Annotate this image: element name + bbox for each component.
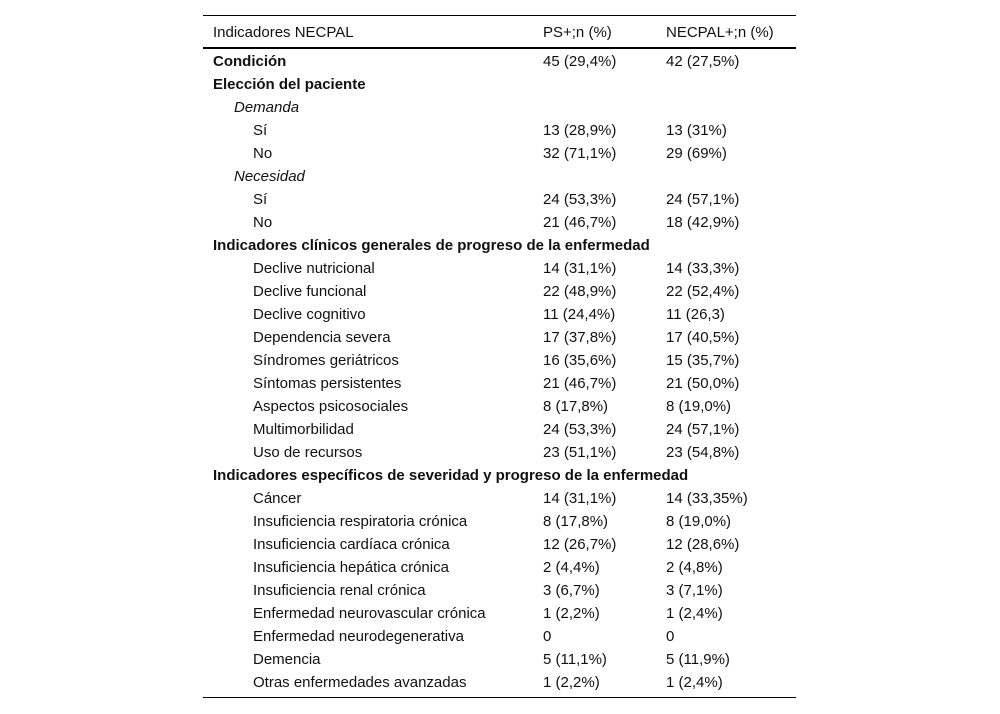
row-label: Sí [253,122,268,139]
row-ps-value: 21 (46,7%) [543,375,617,392]
header-necpal: NECPAL+;n (%) [666,24,774,41]
row-ps-value: 8 (17,8%) [543,398,609,415]
row-necpal-value: 42 (27,5%) [666,53,740,70]
row-necpal-value: 24 (57,1%) [666,421,740,438]
row-label: Aspectos psicosociales [253,398,409,415]
table-row [203,351,796,374]
row-necpal-value: 21 (50,0%) [666,375,740,392]
row-necpal-value: 13 (31%) [666,122,727,139]
table-row [203,581,796,604]
section-label: Indicadores específicos de severidad y progreso de la enfermedad [213,467,689,484]
table-row [203,420,796,443]
row-ps-value: 1 (2,2%) [543,605,600,622]
section-row [203,75,796,98]
row-necpal-value: 18 (42,9%) [666,214,740,231]
row-label: Declive cognitivo [253,306,366,323]
row-ps-value: 22 (48,9%) [543,283,617,300]
row-label: Multimorbilidad [253,421,354,438]
subsection-row [203,167,796,190]
row-necpal-value: 14 (33,35%) [666,490,748,507]
subsection-row [203,98,796,121]
row-label: Otras enfermedades avanzadas [253,674,467,691]
table-row [203,673,796,696]
table-row [203,443,796,466]
row-label: Insuficiencia cardíaca crónica [253,536,450,553]
row-label: Declive nutricional [253,260,375,277]
table-row [203,489,796,512]
row-label: Sí [253,191,268,208]
row-label: Uso de recursos [253,444,363,461]
row-ps-value: 24 (53,3%) [543,191,617,208]
table-header-rule [203,47,796,49]
table-row [203,121,796,144]
table-row [203,397,796,420]
row-ps-value: 3 (6,7%) [543,582,600,599]
table-row [203,627,796,650]
row-ps-value: 32 (71,1%) [543,145,617,162]
row-necpal-value: 29 (69%) [666,145,727,162]
row-ps-value: 23 (51,1%) [543,444,617,461]
row-ps-value: 17 (37,8%) [543,329,617,346]
row-necpal-value: 1 (2,4%) [666,605,723,622]
header-indicators: Indicadores NECPAL [213,24,354,41]
row-ps-value: 11 (24,4%) [543,306,616,323]
row-necpal-value: 2 (4,8%) [666,559,723,576]
row-necpal-value: 17 (40,5%) [666,329,740,346]
row-ps-value: 1 (2,2%) [543,674,600,691]
table-row [203,213,796,236]
row-ps-value: 2 (4,4%) [543,559,600,576]
header-ps: PS+;n (%) [543,24,612,41]
table-bottom-rule [203,697,796,698]
table-row [203,282,796,305]
table-top-rule [203,15,796,16]
row-label: Demencia [253,651,321,668]
table-row [203,305,796,328]
subsection-label: Demanda [234,99,300,116]
row-ps-value: 8 (17,8%) [543,513,609,530]
row-label: No [253,145,273,162]
table-row [203,144,796,167]
row-necpal-value: 11 (26,3) [666,306,725,323]
table-row [203,52,796,75]
row-label: Enfermedad neurodegenerativa [253,628,464,645]
row-ps-value: 45 (29,4%) [543,53,617,70]
row-label: Enfermedad neurovascular crónica [253,605,486,622]
row-necpal-value: 5 (11,9%) [666,651,730,668]
row-label: No [253,214,273,231]
row-necpal-value: 12 (28,6%) [666,536,740,553]
table-row [203,604,796,627]
row-necpal-value: 0 [666,628,675,645]
table-row [203,374,796,397]
row-necpal-value: 3 (7,1%) [666,582,723,599]
row-ps-value: 5 (11,1%) [543,651,607,668]
subsection-label: Necesidad [234,168,305,185]
table-row [203,650,796,673]
row-necpal-value: 22 (52,4%) [666,283,740,300]
row-necpal-value: 8 (19,0%) [666,513,732,530]
table-row [203,328,796,351]
section-label: Elección del paciente [213,76,366,93]
row-necpal-value: 8 (19,0%) [666,398,732,415]
row-ps-value: 16 (35,6%) [543,352,617,369]
row-ps-value: 21 (46,7%) [543,214,617,231]
row-label: Dependencia severa [253,329,391,346]
row-ps-value: 12 (26,7%) [543,536,617,553]
table-row [203,558,796,581]
row-necpal-value: 24 (57,1%) [666,191,740,208]
row-label: Insuficiencia respiratoria crónica [253,513,468,530]
row-necpal-value: 15 (35,7%) [666,352,740,369]
row-label: Insuficiencia renal crónica [253,582,426,599]
row-necpal-value: 14 (33,3%) [666,260,740,277]
row-ps-value: 14 (31,1%) [543,490,617,507]
section-row [203,236,796,259]
row-ps-value: 14 (31,1%) [543,260,617,277]
table-header-row [203,23,796,43]
row-necpal-value: 23 (54,8%) [666,444,740,461]
row-ps-value: 0 [543,628,552,645]
row-label: Declive funcional [253,283,367,300]
row-label: Cáncer [253,490,302,507]
row-ps-value: 13 (28,9%) [543,122,617,139]
row-label: Insuficiencia hepática crónica [253,559,449,576]
row-label: Condición [213,53,287,70]
row-ps-value: 24 (53,3%) [543,421,617,438]
row-necpal-value: 1 (2,4%) [666,674,723,691]
table-row [203,535,796,558]
section-row [203,466,796,489]
row-label: Síntomas persistentes [253,375,402,392]
table-row [203,259,796,282]
table-row [203,190,796,213]
row-label: Síndromes geriátricos [253,352,399,369]
table-row [203,512,796,535]
section-label: Indicadores clínicos generales de progreso de la enfermedad [213,237,650,254]
